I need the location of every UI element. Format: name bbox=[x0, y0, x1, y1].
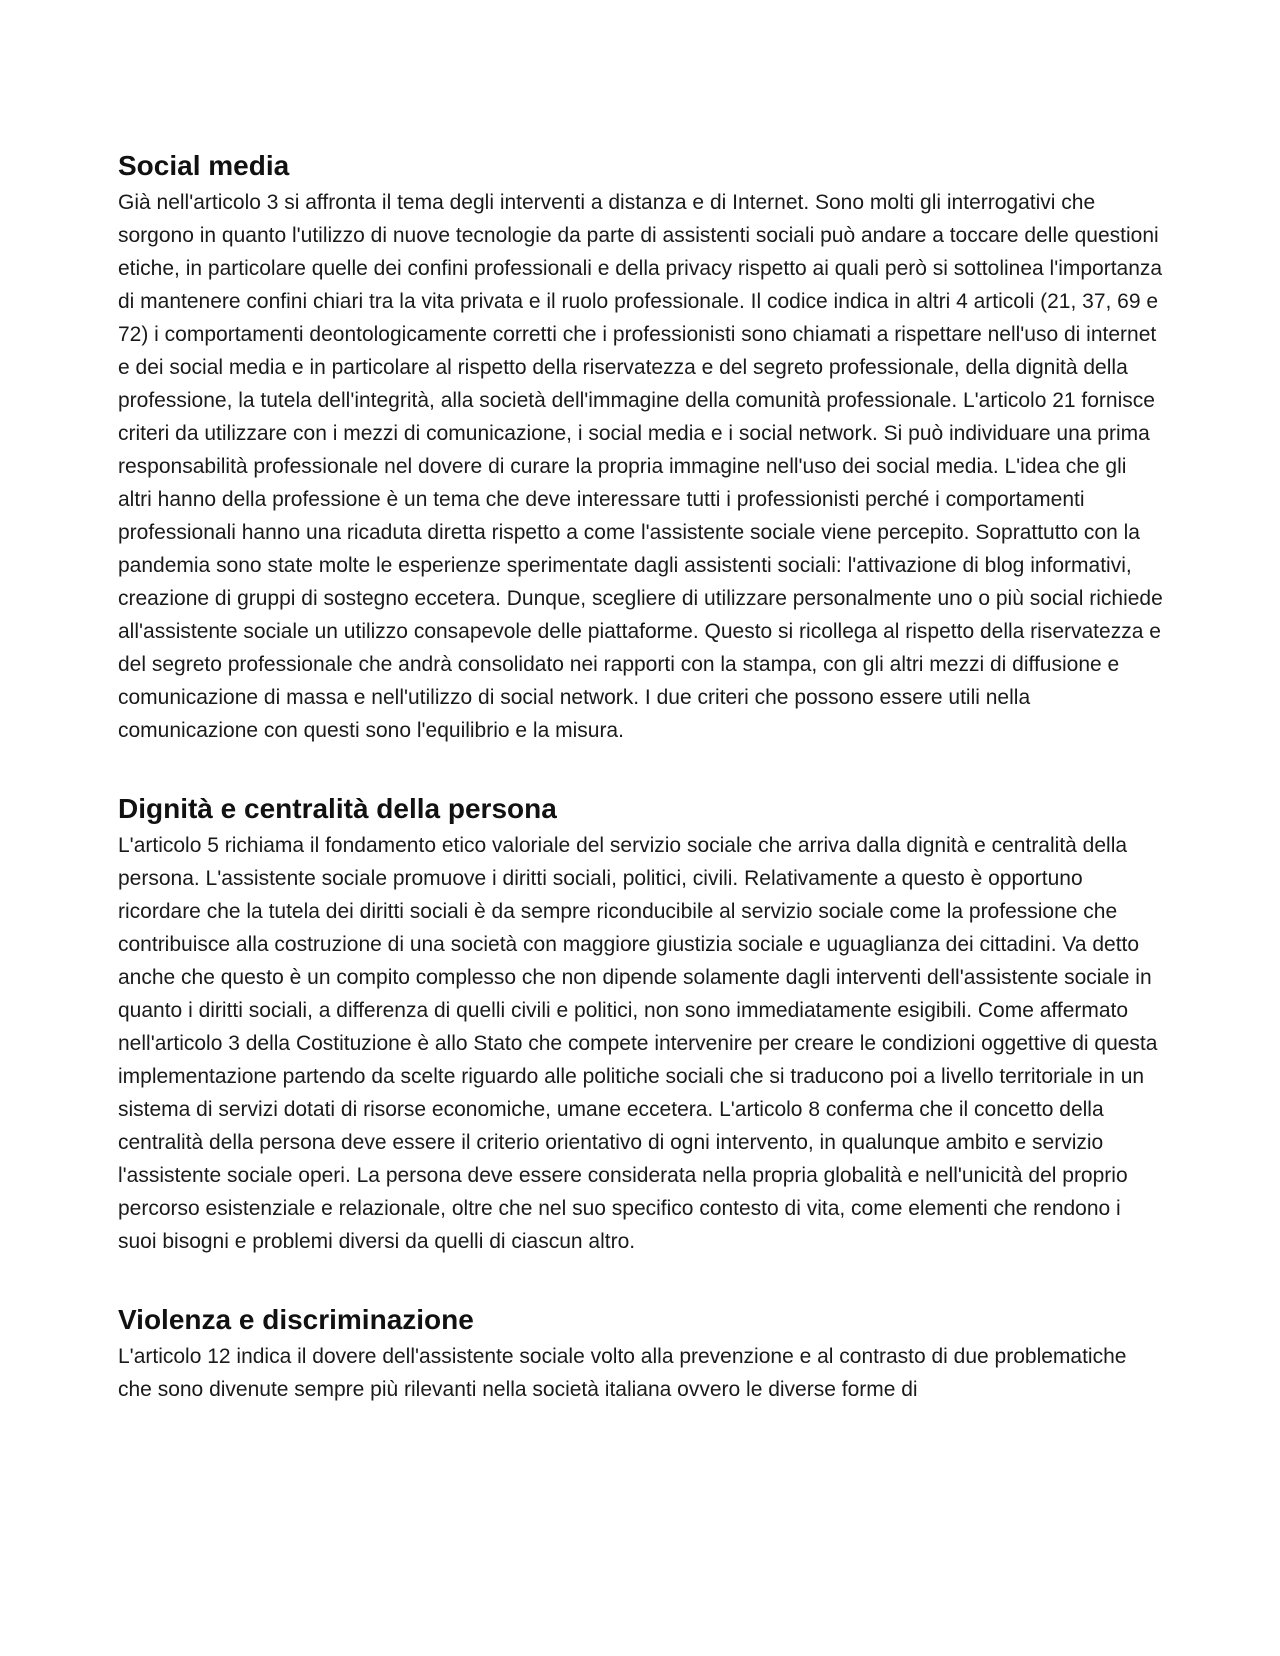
section-heading: Violenza e discriminazione bbox=[118, 1304, 474, 1335]
section-heading: Dignità e centralità della persona bbox=[118, 793, 557, 824]
section-social-media bbox=[118, 148, 1163, 747]
section-dignita-centralita bbox=[118, 791, 1163, 1258]
section-violenza-discriminazione bbox=[118, 1302, 1163, 1406]
section-paragraph: L'articolo 5 richiama il fondamento etico valoriale del servizio sociale che arriva dalla dignità e centralità della persona. L'assistente sociale promuove i diritti sociali, politici, civili. Relativamente a questo è opportuno ricordare che la tutela dei diritti sociali è da sempre riconducibile al servizio sociale come la professione che contribuisce alla costruzione di una società con maggiore giustizia sociale e uguaglianza dei cittadini. Va detto anche che questo è un compito complesso che non dipende solamente dagli interventi dell'assistente sociale in quanto i diritti sociali, a differenza di quelli civili e politici, non sono immediatamente esigibili. Come affermato nell'articolo 3 della Costituzione è allo Stato che compete intervenire per creare le condizioni oggettive di questa implementazione partendo da scelte riguardo alle politiche sociali che si traducono poi a livello territoriale in un sistema di servizi dotati di risorse economiche, umane eccetera. L'articolo 8 conferma che il concetto della centralità della persona deve essere il criterio orientativo di ogni intervento, in qualunque ambito e servizio l'assistente sociale operi. La persona deve essere considerata nella propria globalità e nell'unicità del proprio percorso esistenziale e relazionale, oltre che nel suo specifico contesto di vita, come elementi che rendono i suoi bisogni e problemi diversi da quelli di ciascun altro. bbox=[118, 834, 1158, 1253]
section-paragraph: Già nell'articolo 3 si affronta il tema degli interventi a distanza e di Internet. Sono molti gli interrogativi che sorgono in quanto l'utilizzo di nuove tecnologie da parte di assistenti sociali può andare a toccare delle questioni etiche, in particolare quelle dei confini professionali e della privacy rispetto ai quali però si sottolinea l'importanza di mantenere confini chiari tra la vita privata e il ruolo professionale. Il codice indica in altri 4 articoli (21, 37, 69 e 72) i comportamenti deontologicamente corretti che i professionisti sono chiamati a rispettare nell'uso di internet e dei social media e in particolare al rispetto della riservatezza e del segreto professionale, della dignità della professione, la tutela dell'integrità, alla società dell'immagine della comunità professionale. L'articolo 21 fornisce criteri da utilizzare con i mezzi di comunicazione, i social media e i social network. Si può individuare una prima responsabilità professionale nel dovere di curare la propria immagine nell'uso dei social media. L'idea che gli altri hanno della professione è un tema che deve interessare tutti i professionisti perché i comportamenti professionali hanno una ricaduta diretta rispetto a come l'assistente sociale viene percepito. Soprattutto con la pandemia sono state molte le esperienze sperimentate dagli assistenti sociali: l'attivazione di blog informativi, creazione di gruppi di sostegno eccetera. Dunque, scegliere di utilizzare personalmente uno o più social richiede all'assistente sociale un utilizzo consapevole delle piattaforme. Questo si ricollega al rispetto della riservatezza e del segreto professionale che andrà consolidato nei rapporti con la stampa, con gli altri mezzi di diffusione e comunicazione di massa e nell'utilizzo di social network. I due criteri che possono essere utili nella comunicazione con questi sono l'equilibrio e la misura. bbox=[118, 191, 1163, 742]
section-paragraph: L'articolo 12 indica il dovere dell'assistente sociale volto alla prevenzione e al contrasto di due problematiche che sono divenute sempre più rilevanti nella società italiana ovvero le diverse forme di bbox=[118, 1345, 1127, 1401]
document-page bbox=[118, 148, 1163, 1406]
section-heading: Social media bbox=[118, 150, 290, 181]
